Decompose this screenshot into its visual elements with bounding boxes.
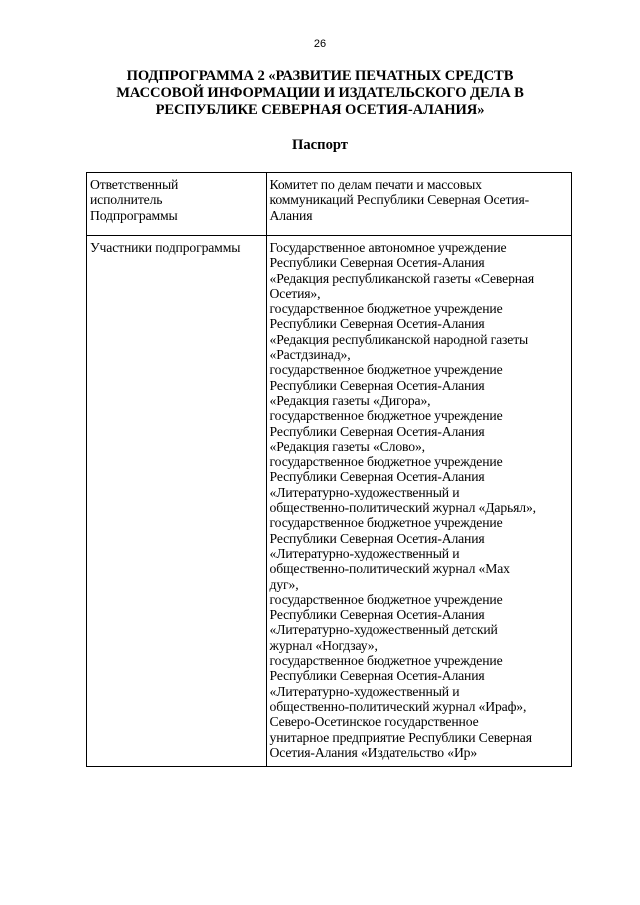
passport-heading: Паспорт — [292, 137, 348, 153]
label-line: Ответственный — [90, 177, 179, 192]
value-line: государственное бюджетное учреждение — [269, 301, 503, 317]
value-line: Осетия-Алания «Издательство «Ир» — [269, 744, 478, 760]
value-line: Республики Северная Осетия-Алания — [269, 316, 485, 332]
value-line: общественно-политический журнал «Мах — [269, 561, 510, 577]
value-line: коммуникаций Республики Северная Осетия- — [269, 192, 530, 208]
value-line: Республики Северная Осетия-Алания — [269, 423, 485, 439]
value-line: государственное бюджетное учреждение — [269, 408, 503, 424]
value-line: Комитет по делам печати и массовых — [269, 177, 482, 192]
title-line: ПОДПРОГРАММА 2 «РАЗВИТИЕ ПЕЧАТНЫХ СРЕДСТВ — [126, 68, 514, 84]
passport-table — [86, 172, 572, 767]
value-line: государственное бюджетное учреждение — [269, 454, 503, 470]
value-line: «Редакция газеты «Дигора», — [269, 392, 431, 408]
value-line: «Растдзинад», — [269, 347, 351, 363]
value-line: «Редакция республиканской народной газеты — [269, 331, 529, 347]
value-line: «Редакция республиканской газеты «Северная — [269, 270, 535, 286]
value-line: Осетия», — [269, 285, 321, 301]
value-line: государственное бюджетное учреждение — [269, 653, 503, 669]
value-line: дуг», — [269, 576, 299, 592]
value-line: государственное бюджетное учреждение — [269, 515, 503, 531]
value-line: государственное бюджетное учреждение — [269, 362, 503, 378]
document-title — [100, 68, 540, 119]
title-line: РЕСПУБЛИКЕ СЕВЕРНАЯ ОСЕТИЯ-АЛАНИЯ» — [155, 102, 485, 118]
label-line: Подпрограммы — [90, 207, 178, 223]
value-line: Республики Северная Осетия-Алания — [269, 530, 485, 546]
value-line: Государственное автономное учреждение — [269, 240, 507, 255]
label-line: Участники подпрограммы — [90, 240, 241, 255]
row-value-cell — [266, 236, 571, 767]
value-line: государственное бюджетное учреждение — [269, 591, 503, 607]
value-line: Алания — [269, 207, 313, 223]
value-line: Северо-Осетинское государственное — [269, 714, 479, 730]
value-line: Республики Северная Осетия-Алания — [269, 469, 485, 485]
value-line: общественно-политический журнал «Дарьял», — [269, 500, 536, 516]
row-value-cell — [266, 173, 571, 236]
label-line: исполнитель — [90, 192, 163, 208]
page-number: 26 — [313, 38, 327, 50]
value-line: Республики Северная Осетия-Алания — [269, 377, 485, 393]
value-line: Республики Северная Осетия-Алания — [269, 668, 485, 684]
value-line: Республики Северная Осетия-Алания — [269, 255, 485, 271]
table-row-responsible-executor — [87, 173, 572, 236]
row-label-cell — [87, 236, 267, 767]
value-line: унитарное предприятие Республики Северная — [269, 729, 532, 745]
title-line: МАССОВОЙ ИНФОРМАЦИИ И ИЗДАТЕЛЬСКОГО ДЕЛА В — [116, 85, 524, 101]
value-line: журнал «Ногдзау», — [269, 637, 378, 653]
value-line: «Литературно-художественный и — [269, 683, 460, 699]
table-row-participants — [87, 236, 572, 767]
value-line: «Литературно-художественный детский — [269, 622, 498, 638]
value-line: общественно-политический журнал «Ираф», — [269, 698, 527, 714]
value-line: «Редакция газеты «Слово», — [269, 438, 425, 454]
row-label-cell — [87, 173, 267, 236]
value-line: Республики Северная Осетия-Алания — [269, 607, 485, 623]
value-line: «Литературно-художественный и — [269, 484, 460, 500]
value-line: «Литературно-художественный и — [269, 545, 460, 561]
